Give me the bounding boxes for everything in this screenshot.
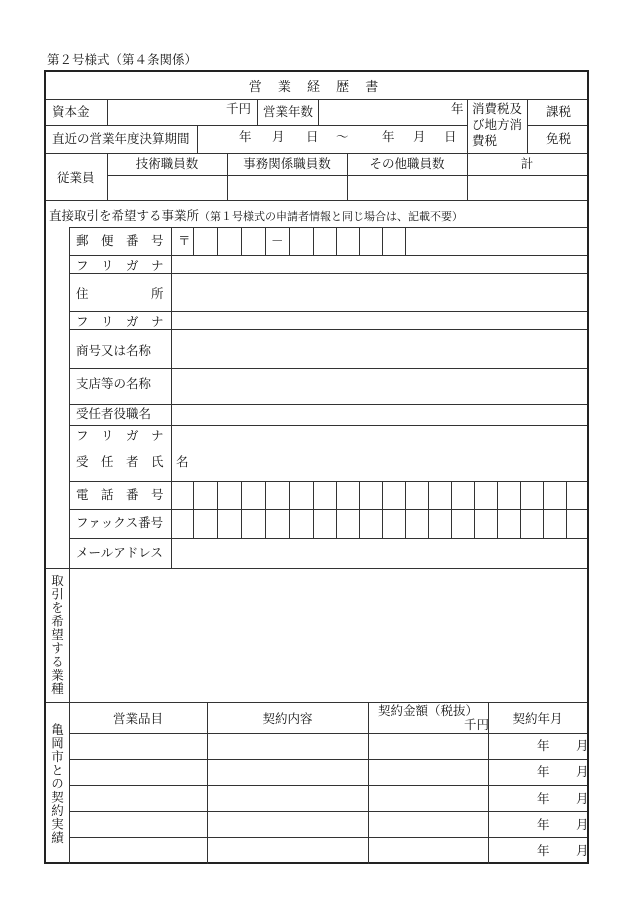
form-title: 営 業 経 歴 書 [248, 80, 385, 95]
row3-year[interactable]: 年 [537, 791, 550, 806]
row1-year[interactable]: 年 [537, 738, 550, 753]
row2-month[interactable]: 月 [576, 764, 589, 779]
content-header: 契約内容 [262, 711, 313, 726]
trade-name-label: 商号又は名称 [76, 343, 152, 358]
office-heading: 直接取引を希望する事業所（第１号様式の申請者情報と同じ場合は、記載不要） [49, 208, 464, 223]
tax-label-line3: 費税 [472, 133, 498, 148]
office-staff-header: 事務関係職員数 [243, 156, 331, 171]
postal-dash: － [271, 233, 284, 248]
fax-label: ファックス番号 [76, 515, 164, 530]
employees-label: 従業員 [57, 170, 95, 185]
fiscal-period-label: 直近の営業年度決算期間 [52, 131, 190, 146]
furigana-agent-label: フ リ ガ ナ [76, 428, 164, 443]
postal-code-label: 郵 便 番 号 [76, 233, 164, 248]
business-years-field[interactable]: 年 [451, 101, 464, 116]
period-start-month[interactable]: 月 [272, 129, 285, 144]
other-staff-header: その他職員数 [369, 156, 445, 171]
form-number: 第２号様式（第４条関係） [47, 52, 198, 67]
row3-month[interactable]: 月 [576, 791, 589, 806]
business-years-label: 営業年数 [263, 104, 314, 119]
tax-exempt-option[interactable]: 免税 [546, 131, 572, 146]
tax-taxable-option[interactable]: 課税 [546, 104, 572, 119]
period-tilde: ～ [336, 129, 349, 144]
postal-mark: 〒 [178, 233, 191, 248]
branch-name-label: 支店等の名称 [76, 376, 152, 391]
row4-year[interactable]: 年 [537, 817, 550, 832]
tax-label-line1: 消費税及 [472, 101, 523, 116]
capital-field[interactable]: 千円 [226, 101, 252, 116]
business-history-form [44, 70, 589, 864]
period-end-month[interactable]: 月 [413, 129, 426, 144]
period-end-day[interactable]: 日 [444, 129, 457, 144]
date-header: 契約年月 [512, 711, 563, 726]
period-start-year[interactable]: 年 [239, 129, 252, 144]
furigana-address-label: フ リ ガ ナ [76, 258, 164, 273]
tax-label-line2: び地方消 [472, 117, 523, 132]
tech-staff-header: 技術職員数 [135, 156, 199, 171]
row5-month[interactable]: 月 [576, 843, 589, 858]
row4-month[interactable]: 月 [576, 817, 589, 832]
phone-label: 電 話 番 号 [76, 487, 164, 502]
amount-unit: 千円 [464, 717, 490, 732]
row5-year[interactable]: 年 [537, 843, 550, 858]
item-header: 営業品目 [112, 711, 163, 726]
contract-history-label: 亀岡市との契約実績 [49, 723, 65, 845]
period-start-day[interactable]: 日 [306, 129, 319, 144]
furigana-name-label: フ リ ガ ナ [76, 314, 164, 329]
agent-title-label: 受任者役職名 [76, 406, 152, 421]
total-staff-header: 計 [520, 156, 534, 171]
row2-year[interactable]: 年 [537, 764, 550, 779]
address-label: 住 所 [76, 286, 164, 301]
period-end-year[interactable]: 年 [382, 129, 395, 144]
business-type-label: 取引を希望する業種 [49, 574, 65, 696]
amount-header: 契約金額（税抜） [377, 703, 478, 718]
agent-name-label: 受 任 者 氏 名 [76, 454, 189, 469]
row1-month[interactable]: 月 [576, 738, 589, 753]
email-label: メールアドレス [76, 545, 163, 560]
capital-label: 資本金 [52, 104, 90, 119]
